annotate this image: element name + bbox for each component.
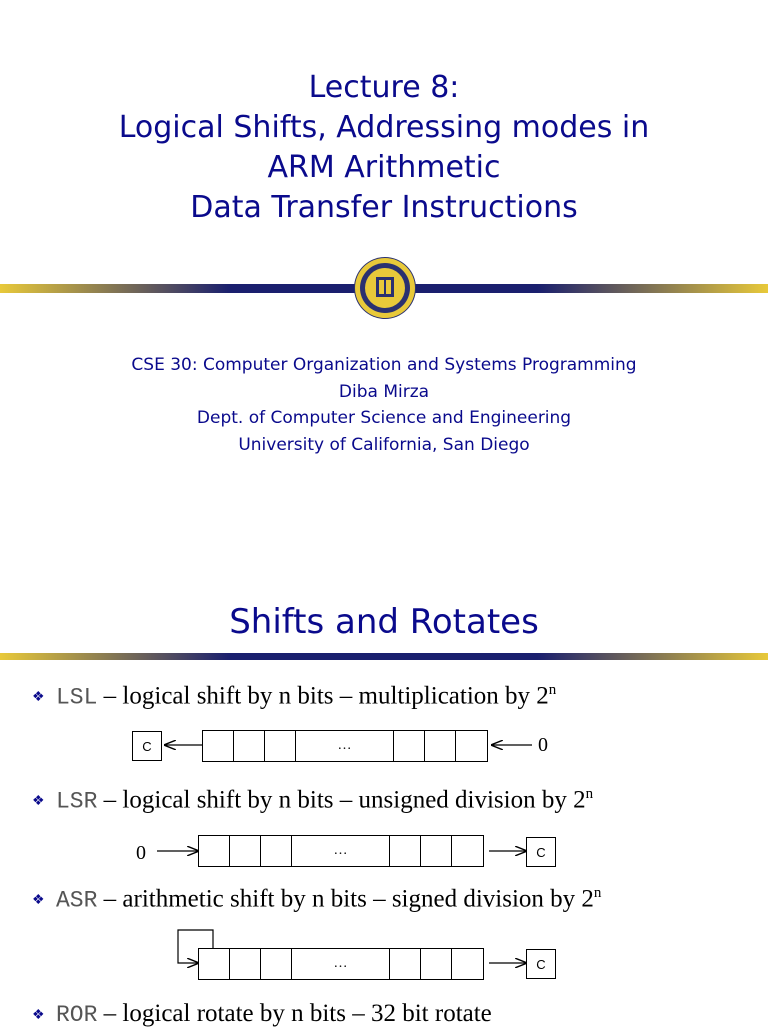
bullet-text: – arithmetic shift by n bits – signed division by 2	[97, 885, 594, 913]
exponent: n	[585, 786, 594, 802]
dept-line: Dept. of Computer Science and Engineering	[196, 408, 572, 428]
zero-input: 0	[538, 734, 548, 756]
bullet-text: – logical shift by n bits – multiplication by 2	[97, 682, 549, 710]
diamond-bullet-icon: ❖	[32, 893, 45, 909]
exponent: n	[593, 885, 602, 901]
diamond-bullet-icon: ❖	[32, 1007, 45, 1023]
title-line: Lecture 8:	[308, 70, 460, 105]
op-name: ASR	[56, 887, 98, 914]
carry-box: C	[132, 731, 162, 761]
bullet-text: – logical rotate by n bits – 32 bit rotate	[97, 1000, 492, 1027]
title-line: Logical Shifts, Addressing modes in	[118, 110, 650, 145]
bit-ellipsis: …	[296, 731, 394, 761]
title-line: ARM Arithmetic	[267, 150, 501, 185]
diamond-bullet-icon: ❖	[32, 690, 45, 706]
course-line: CSE 30: Computer Organization and Systems Programming	[131, 355, 637, 375]
zero-input: 0	[136, 842, 146, 864]
bullet-text: – logical shift by n bits – unsigned division by 2	[97, 786, 586, 814]
op-name: LSR	[56, 788, 98, 815]
slide-title: Shifts and Rotates	[229, 602, 539, 642]
bit-ellipsis: …	[292, 836, 390, 866]
title-line: Data Transfer Instructions	[190, 190, 578, 225]
carry-box: C	[526, 949, 556, 979]
bit-ellipsis: …	[292, 949, 390, 979]
author-line: Diba Mirza	[338, 381, 430, 402]
carry-box: C	[526, 837, 556, 867]
university-line: University of California, San Diego	[238, 434, 530, 455]
op-name: LSL	[56, 684, 98, 711]
exponent: n	[548, 682, 557, 698]
diamond-bullet-icon: ❖	[32, 794, 45, 810]
op-name: ROR	[56, 1002, 98, 1028]
